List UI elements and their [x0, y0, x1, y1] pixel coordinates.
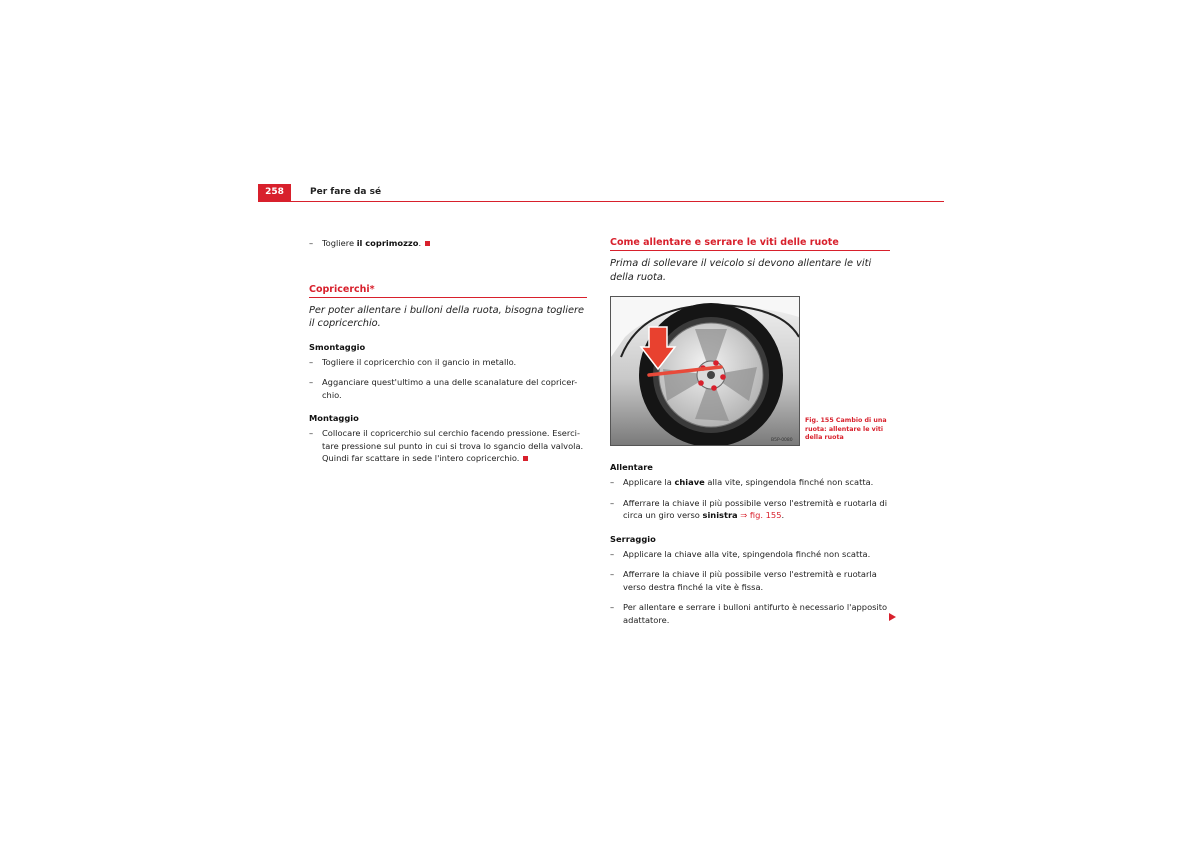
list-item: – Per allentare e serrare i bulloni antifurto è necessario l'apposito adattatore. — [610, 602, 888, 625]
subheading-montaggio: Montaggio — [309, 413, 359, 423]
chapter-title: Per fare da sé — [310, 187, 382, 197]
figure-caption: Fig. 155 Cambio di una ruota: allentare le viti della ruota — [805, 417, 887, 441]
list-item: – Afferrare la chiave il più possibile verso l'estremità e ruotarla verso destra finché la vite è fissa. — [610, 569, 877, 592]
intro-copricerchi: Per poter allentare i bulloni della ruota, bisogna togliere il copricerchio. — [309, 304, 585, 329]
list-item: – Applicare la chiave alla vite, spingendola finché non scatta. — [610, 477, 874, 487]
subheading-smontaggio: Smontaggio — [309, 341, 366, 352]
square-end-icon — [425, 241, 430, 246]
page-header — [258, 184, 944, 202]
figure-code: B5P-0080 — [771, 438, 793, 443]
subheading-allentare: Allentare — [610, 462, 653, 472]
intro-viti-ruote: Prima di sollevare il veicolo si devono allentare le viti della ruota. — [610, 258, 872, 283]
page-number: 258 — [258, 184, 291, 201]
list-item: – Applicare la chiave alla vite, spingendola finché non scatta. — [610, 548, 871, 559]
triangle-continue-icon — [889, 613, 896, 621]
section-title-viti-ruote: Come allentare e serrare le viti delle ruote — [610, 237, 890, 251]
right-column — [610, 237, 890, 295]
list-item: – Togliere il copricerchio con il gancio in metallo. — [309, 356, 517, 367]
subheading-serraggio: Serraggio — [610, 533, 656, 544]
section-title-copricerchi: Copricerchi* — [309, 284, 587, 298]
figure-wheel — [610, 296, 800, 446]
square-end-icon — [523, 456, 528, 461]
list-item: – Afferrare la chiave il più possibile verso l'estremità e ruotarla di circa un giro verso sinistra ⇒ fig. 155. — [610, 497, 888, 520]
list-item: – Agganciare quest'ultimo a una delle scanalature del copricer-chio. — [309, 377, 578, 400]
list-item-coprimozzo: – Togliere il coprimozzo. — [309, 237, 587, 250]
list-item: – Collocare il copricerchio sul cerchio facendo pressione. Eserci-tare pressione sul punto in cui si trova lo sgancio della valvola. Quindi far scattare in sede l'intero copricerchio. — [309, 428, 584, 463]
wheel-illustration — [611, 297, 799, 445]
figure-reference-link[interactable]: ⇒ fig. 155 — [737, 510, 782, 520]
left-column — [309, 237, 587, 473]
right-column-steps — [610, 462, 890, 634]
